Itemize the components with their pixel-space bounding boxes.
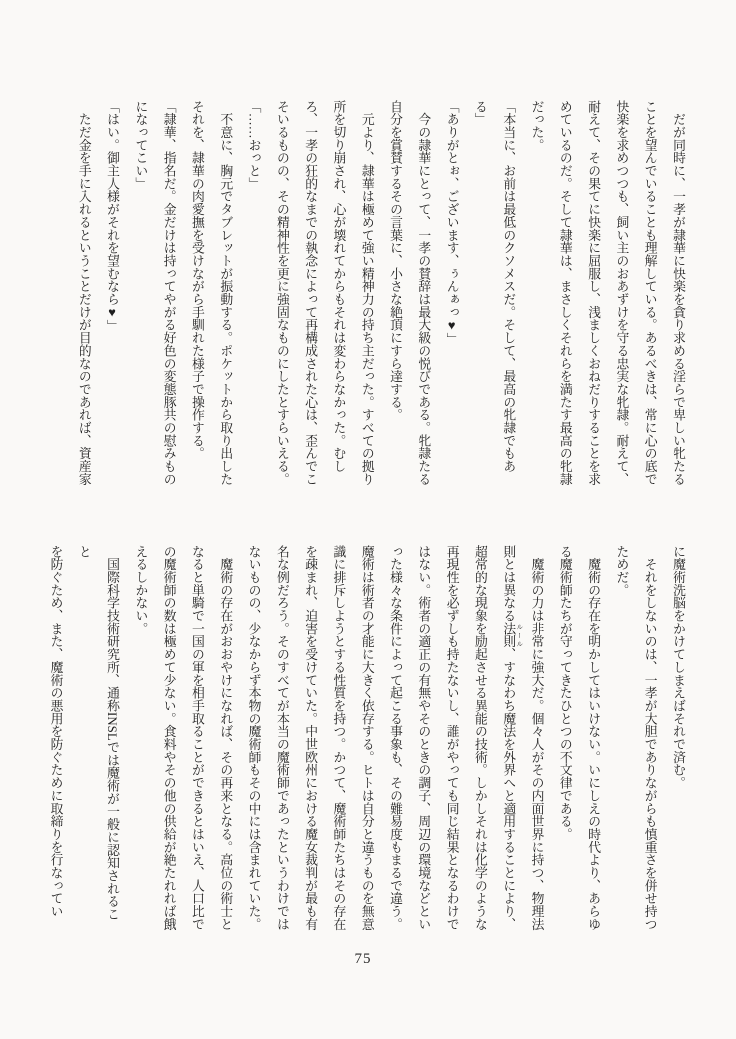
text-column: る魔術師たちが守ってきたひとつの不文律である。 [557,545,572,841]
text-column: を防ぐため、また、魔術の悪用を防ぐために取締りを行なってい [48,545,63,918]
text-column: はない。術者の適正の有無やそのときの調子、周辺の環境などとい [416,545,431,931]
text-block-top [69,100,692,486]
text-column: 魔術の力は非常に強大だ。個々人がその内面世界に持つ、物理法 [529,545,544,931]
text-column: 「本当に、お前は最低のクソメスだ。そして、最高の牝隷でもあ [501,100,516,473]
text-column: った様々な条件によって起こる事象も、その難易度もまるで違う。 [388,545,403,931]
text-column: なると単騎で一国の軍を相手取ることができるとはいえ、人口比で [189,545,204,931]
text-column: ことを望んでいることも理解している。あるべきは、常に心の底で [642,100,657,486]
text-column: 自分を賞賛するその言葉に、小さな絶頂にすら達する。 [388,100,403,422]
text-column: 則とは異なる法則 ルール、すなわち魔法を外界へと適用することにより、 [501,545,523,931]
text-column: る」 [472,100,487,126]
text-column: それを、隷華の肉愛撫を受けながら手馴れた様子で操作する。 [189,100,204,460]
text-column: 「……おっと」 [246,100,261,190]
text-column: 元より、隷華は極めて強い精神力の持ち主だった。すべての拠り [359,100,374,486]
text-column: に魔術洗脳をかけてしまえばそれで済む。 [671,545,685,790]
text-column: の魔術師の数は極めて少ない。食料やその他の供給が絶たれれば餓 [161,545,176,931]
page-number: 75 [354,951,372,967]
text-column: ろ、一孝の狂的なまでの執念によって再構成された心は、歪んでこ [303,100,318,486]
text-column: 名な例だろう。そのすべてが本当の魔術師であったというわけでは [274,545,289,931]
text-column: ためだ。 [614,545,629,597]
text-column: 「ありがとぉ、ございます、ぅんぁっ♥」 [444,100,459,346]
text-column: ただ金を手に入れるということだけが目的なのであれば、資産家 [76,100,91,486]
text-column: だが同時に、一孝が隷華に快楽を貪り求める淫らで卑しい牝たる [671,100,685,486]
text-column: だった。 [529,100,544,152]
text-column: 国際科学技術研究所、通称INSLでは魔術が一般に認知されること [76,545,120,921]
text-column: めているのだ。そして隷華は、まさしくそれらを満たす最高の牝隷 [557,100,572,486]
text-column: 超常的な現象を励起させる異能の技術。しかしそれは化学のような [472,545,487,931]
text-column: 「はい。御主人様がそれを望むなら♥」 [105,100,120,333]
ruby-annotated-word: 法則 ルール [501,622,523,648]
text-column: 今の隷華にとって、一孝の賛辞は最大級の悦びである。牝隷たる [416,100,431,486]
text-column: 耐えて、その果てに快楽に屈服し、浅ましくおねだりすることを求 [586,100,601,486]
text-column: 魔術は術者の才能に大きく依存する。ヒトは自分と違うものを無意 [359,545,374,931]
text-column: それをしないのは、一孝が大胆でありながらも慎重さを併せ持つ [642,545,657,931]
text-column: 「隷華、指名だ。金だけは持ってやがる好色の変態豚共の慰みもの [161,100,176,486]
text-column: を疎まれ、迫害を受けていた。中世欧州における魔女裁判が最も有 [303,545,318,931]
text-column: えるしかない。 [133,545,148,635]
text-column: 再現性を必ずしも持たないし、誰がやっても同じ結果となるわけで [444,545,459,931]
text-column: 魔術の存在がおおやけになれば、その再来となる。高位の術士と [218,545,233,931]
text-block-bottom [48,545,692,931]
text-column: 所を切り崩され、心が壊れてからもそれは変わらなかった。むし [331,100,346,473]
text-column: になってこい」 [133,100,148,190]
text-column: 不意に、胸元でタブレットが振動する。ポケットから取り出した [218,100,233,486]
text-column: 快楽を求めつつも、飼い主のおあずけを守る忠実な牝隷。耐えて、 [614,100,629,486]
text-column: 識に排斥しようとする性質を持つ。かつて、魔術師たちはその存在 [331,545,346,931]
text-column: 魔術の存在を明かしてはいけない。いにしえの時代より、あらゆ [586,545,601,931]
text-column: ないものの、少なからず本物の魔術師もその中には含まれていた。 [246,545,261,931]
text-column: そいるものの、その精神性を更に強固なものにしたとすらいえる。 [274,100,289,486]
